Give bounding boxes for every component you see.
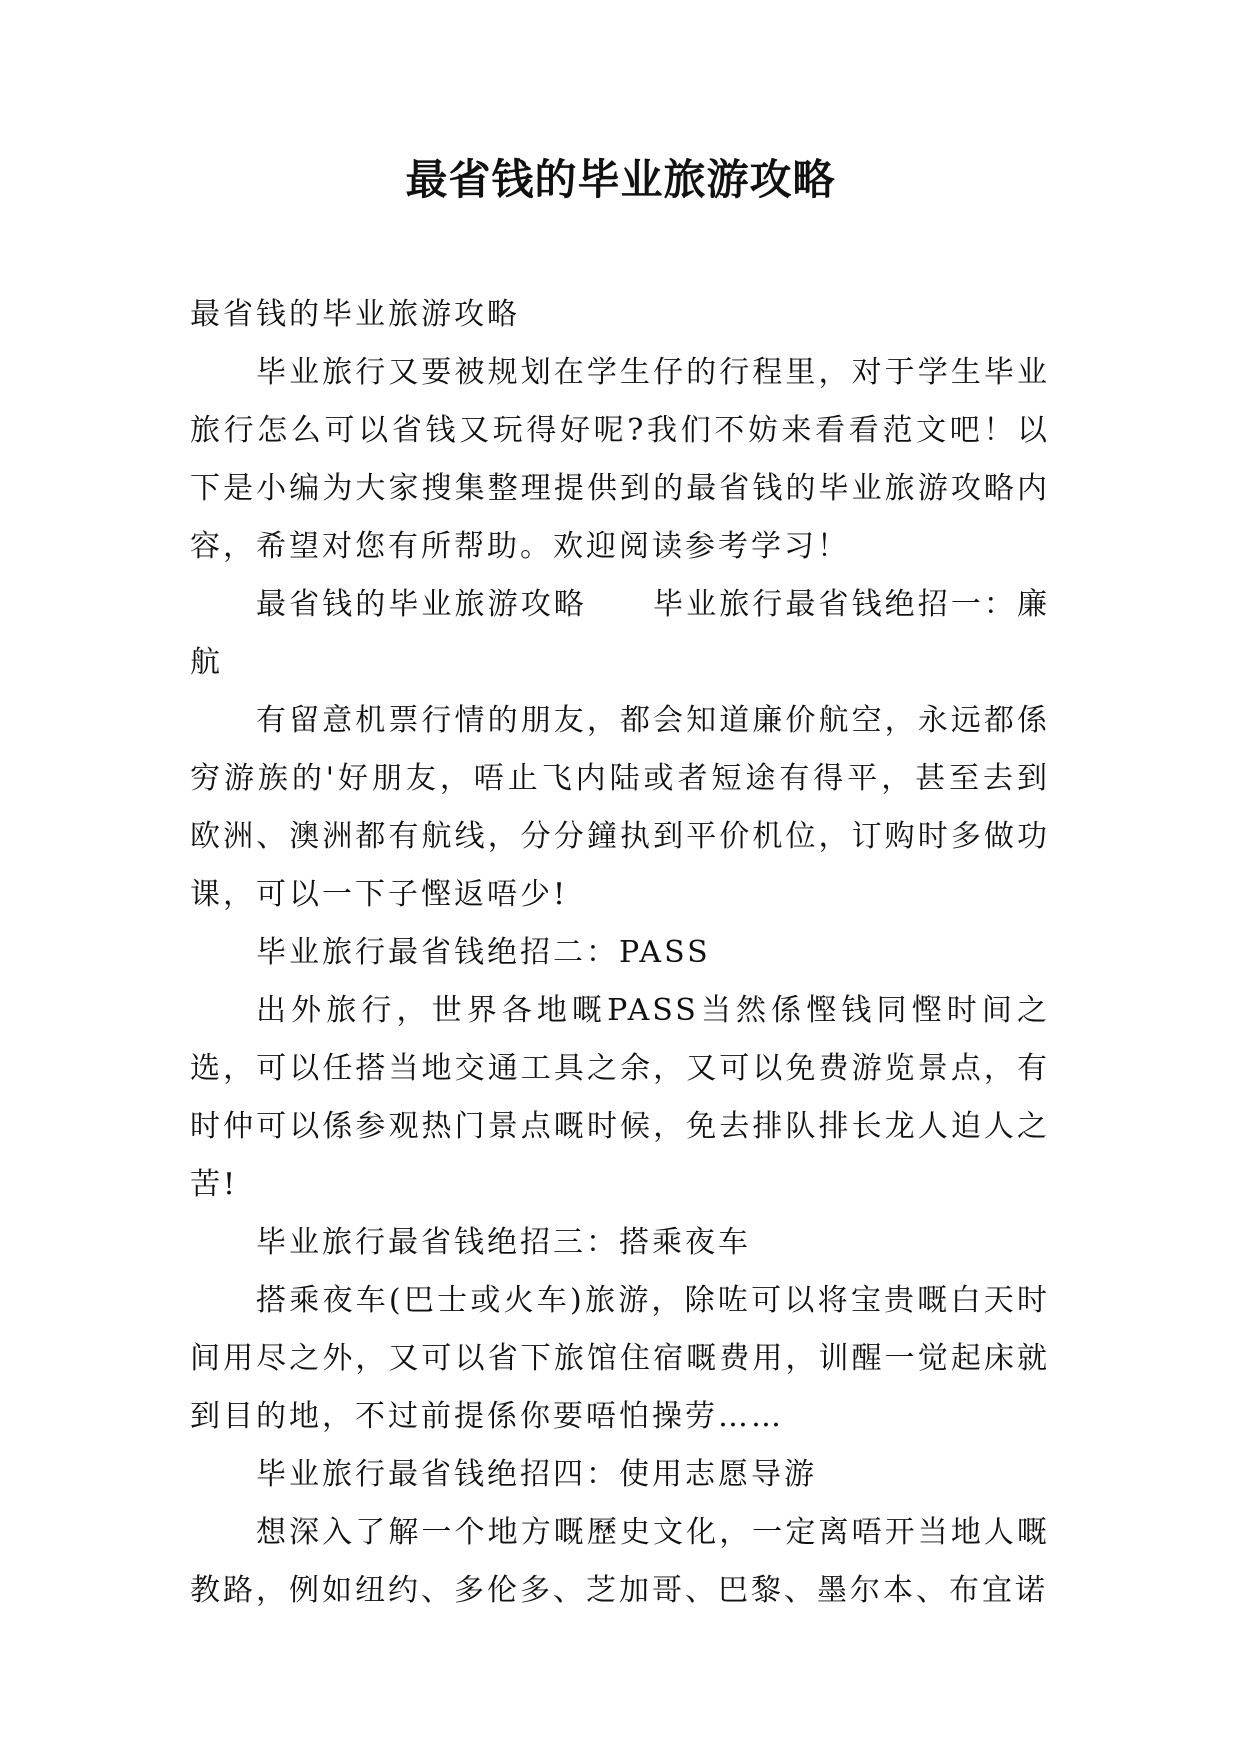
paragraph-tip-1-heading: 最省钱的毕业旅游攻略 毕业旅行最省钱绝招一：廉航 [190,587,1050,680]
paragraph-tip-3-heading: 毕业旅行最省钱绝招三：搭乘夜车 [256,1225,751,1260]
paragraph-tip-3-body: 搭乘夜车(巴士或火车)旅游，除咗可以将宝贵嘅白天时间用尽之外，又可以省下旅馆住宿嘅费用，训醒一觉起床就到目的地，不过前提係你要唔怕操劳…… [190,1283,1050,1434]
document-body [190,286,1050,1620]
paragraph-tip-1-body: 有留意机票行情的朋友，都会知道廉价航空，永远都係穷游族的'好朋友，唔止飞内陆或者短途有得平，甚至去到欧洲、澳洲都有航线，分分鐘执到平价机位，订购时多做功课，可以一下子慳返唔少! [190,703,1050,912]
document-title: 最省钱的毕业旅游攻略 [405,155,836,204]
paragraph-subtitle: 最省钱的毕业旅游攻略 [190,297,520,332]
paragraph-tip-2-body: 出外旅行，世界各地嘅PASS当然係慳钱同慳时间之选，可以任搭当地交通工具之余，又可以免费游览景点，有时仲可以係参观热门景点嘅时候，免去排队排长龙人迫人之苦! [190,993,1050,1202]
paragraph-tip-4-body: 想深入了解一个地方嘅歷史文化，一定离唔开当地人嘅教路，例如纽约、多伦多、芝加哥、巴黎、墨尔本、布宜诺 [190,1515,1050,1608]
paragraph-intro: 毕业旅行又要被规划在学生仔的行程里，对于学生毕业旅行怎么可以省钱又玩得好呢?我们不妨来看看范文吧！以下是小编为大家搜集整理提供到的最省钱的毕业旅游攻略内容，希望对您有所帮助。欢迎阅读参考学习！ [190,355,1050,564]
paragraph-tip-4-heading: 毕业旅行最省钱绝招四：使用志愿导游 [256,1457,817,1492]
paragraph-tip-2-heading: 毕业旅行最省钱绝招二：PASS [256,935,711,970]
